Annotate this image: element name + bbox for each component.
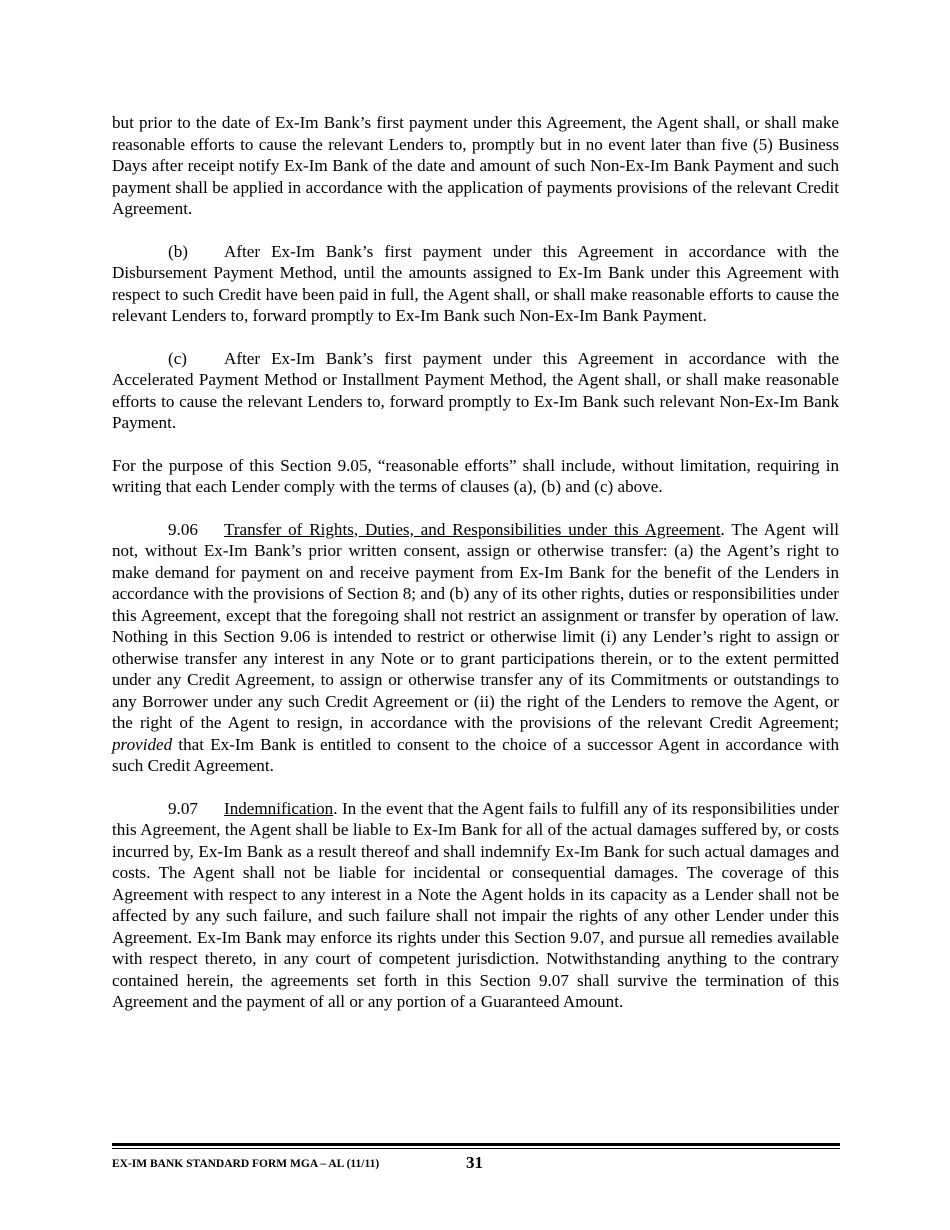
section-9-07 [112, 798, 839, 1013]
paragraph-continuation: but prior to the date of Ex-Im Bank’s first payment under this Agreement, the Agent shall, or shall make reasonable efforts to cause the relevant Lenders to, promptly but in no event later than five (5) Business Days after receipt notify Ex-Im Bank of the date and amount of such Non-Ex-Im Bank Payment and such payment shall be applied in accordance with the application of payments provisions of the relevant Credit Agreement. [112, 113, 839, 218]
section-tail-9-06: that Ex-Im Bank is entitled to consent to the choice of a successor Agent in accordance with such Credit Agreement. [112, 734, 839, 775]
section-number-9-06: 9.06 [168, 519, 198, 539]
section-number-9-07: 9.07 [168, 798, 198, 818]
paragraph-reasonable-efforts: For the purpose of this Section 9.05, “reasonable efforts” shall include, without limitation, requiring in writing that each Lender comply with the terms of clauses (a), (b) and (c) above. [112, 455, 839, 496]
section-text-9-07: . In the event that the Agent fails to fulfill any of its responsibilities under this Agreement, the Agent shall be liable to Ex-Im Bank for all of the actual damages suffered by, or costs incurred by, Ex-Im Bank as a result thereof and shall indemnify Ex-Im Bank for such actual damages and costs. The Agent shall not be liable for incidental or consequential damages. The coverage of this Agreement with respect to any interest in a Note the Agent holds in its capacity as a Lender shall not be affected by any such failure, and such failure shall not impair the rights of any other Lender under this Agreement. Ex-Im Bank may enforce its rights under this Section 9.07, and pursue all remedies available with respect thereto, in any court of competent jurisdiction. Notwithstanding anything to the contrary contained herein, the agreements set forth in this Section 9.07 shall survive the termination of this Agreement and the payment of all or any portion of a Guaranteed Amount. [112, 798, 839, 1011]
paragraph-c [112, 348, 839, 434]
page-number: 31 [466, 1153, 483, 1172]
document-body [112, 112, 839, 1034]
clause-label-b: (b) [168, 241, 188, 261]
footer-form-label: EX-IM BANK STANDARD FORM MGA – AL (11/11) [112, 1158, 380, 1170]
clause-text-c: After Ex-Im Bank’s first payment under this Agreement in accordance with the Accelerated Payment Method or Installment Payment Method, the Agent shall, or shall make reasonable efforts to cause the relevant Lenders to, forward promptly to Ex-Im Bank such relevant Non-Ex-Im Bank Payment. [112, 348, 839, 432]
clause-label-c: (c) [168, 348, 187, 368]
clause-text-b: After Ex-Im Bank’s first payment under this Agreement in accordance with the Disbursement Payment Method, until the amounts assigned to Ex-Im Bank under this Agreement with respect to such Credit have been paid in full, the Agent shall, or shall make reasonable efforts to cause the relevant Lenders to, forward promptly to Ex-Im Bank such Non-Ex-Im Bank Payment. [112, 241, 839, 325]
section-title-9-07: Indemnification [224, 798, 334, 818]
section-9-06 [112, 519, 839, 777]
paragraph-b [112, 241, 839, 327]
section-title-9-06: Transfer of Rights, Duties, and Responsibilities under this Agreement [224, 519, 721, 539]
section-text-9-06: . The Agent will not, without Ex-Im Bank’s prior written consent, assign or otherwise transfer: (a) the Agent’s right to make demand for payment on and receive payment from Ex-Im Bank for the benefit of the Lenders in accordance with the provisions of Section 8; and (b) any of its other rights, duties or responsibilities under this Agreement, except that the foregoing shall not restrict an assignment or transfer by operation of law. Nothing in this Section 9.06 is intended to restrict or otherwise limit (i) any Lender’s right to assign or otherwise transfer any interest in any Note or to grant participations therein, or to the extent permitted under any Credit Agreement, to assign or otherwise transfer any of its Commitments or outstandings to any Borrower under any such Credit Agreement or (ii) the right of the Lenders to remove the Agent, or the right of the Agent to resign, in accordance with the provisions of the relevant Credit Agreement; [112, 519, 839, 732]
footer-rule [112, 1143, 840, 1149]
section-italic-provided: provided [112, 734, 173, 754]
